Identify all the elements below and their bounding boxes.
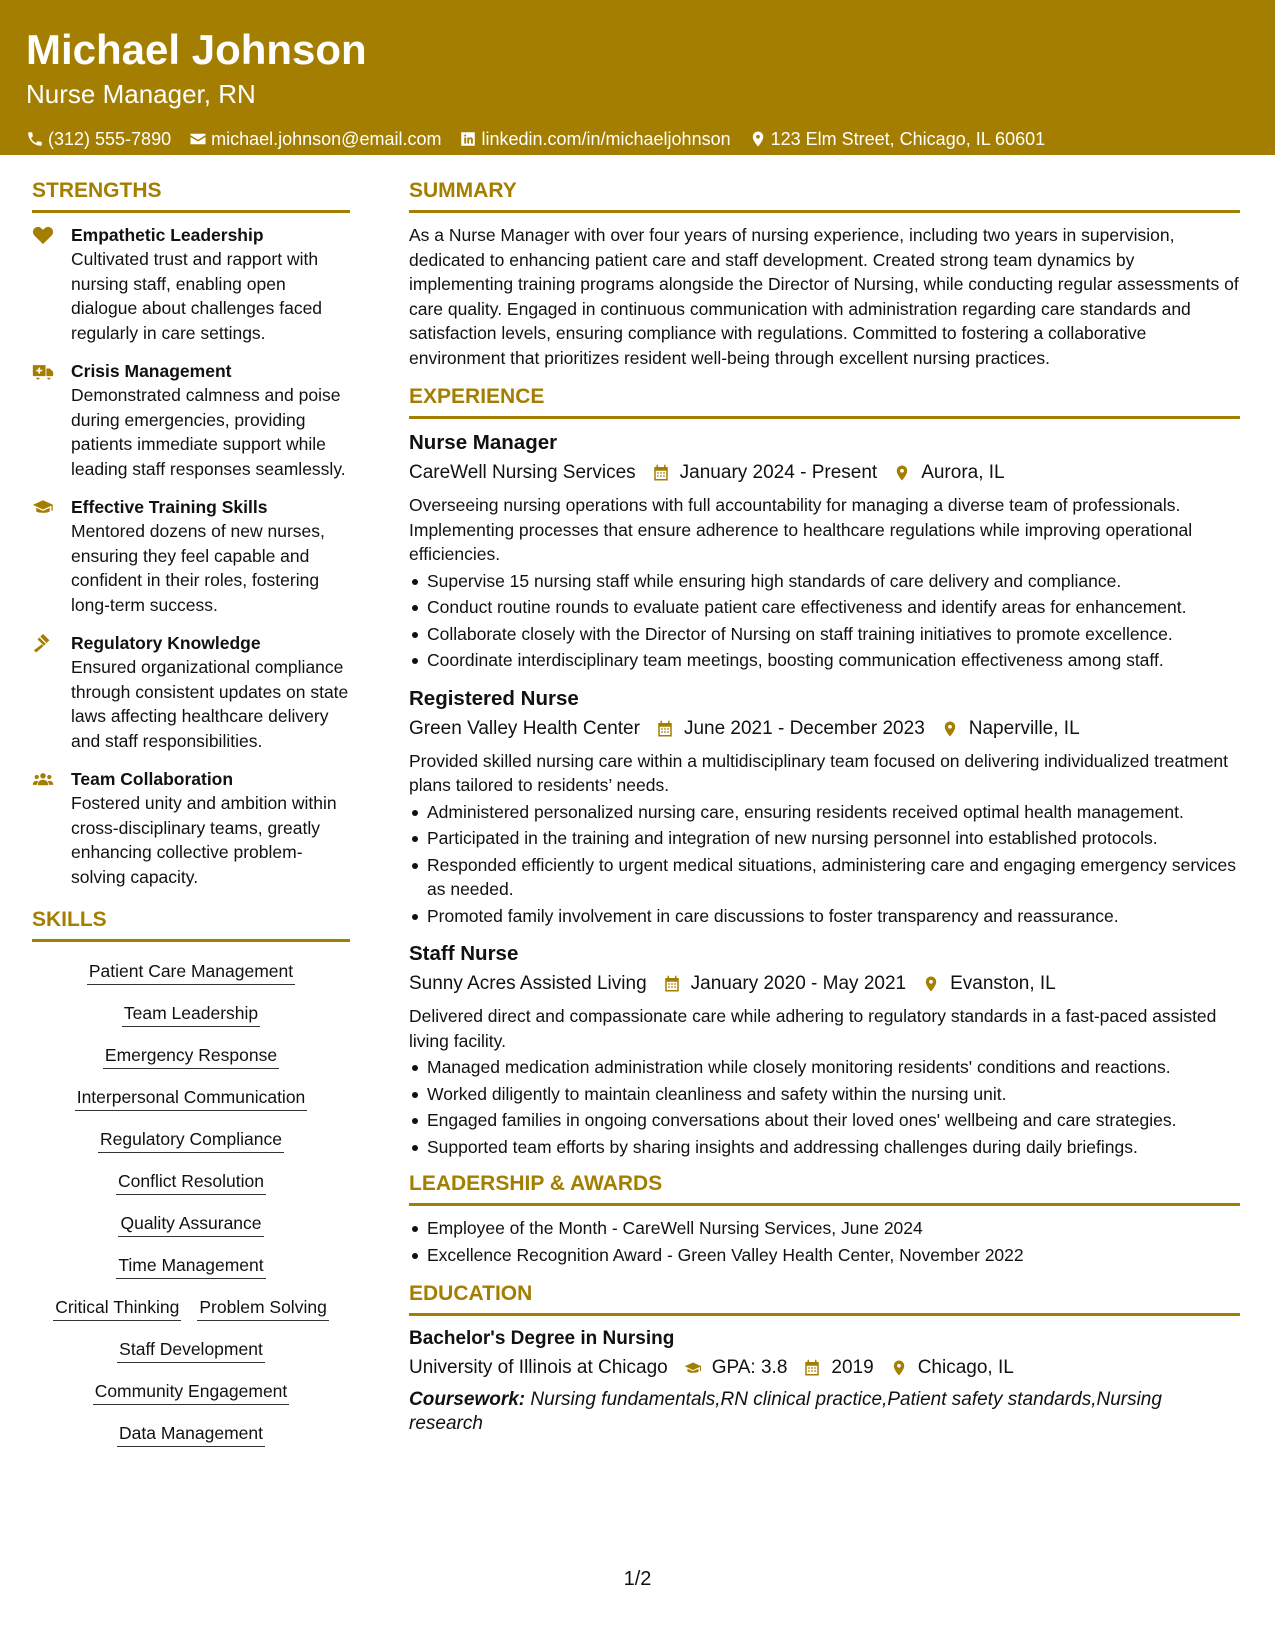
job-location: Naperville, IL bbox=[968, 717, 1080, 739]
job-company: Green Valley Health Center bbox=[409, 717, 640, 739]
graduation-year: 2019 bbox=[831, 1357, 874, 1378]
strength-item bbox=[32, 631, 350, 753]
calendar-icon bbox=[663, 975, 681, 993]
job-title: Nurse Manager bbox=[409, 431, 558, 454]
bullet-item: Supported team efforts by sharing insights and addressing challenges during daily briefings. bbox=[409, 1135, 1240, 1160]
map-pin-icon bbox=[893, 464, 911, 482]
envelope-icon bbox=[189, 130, 207, 148]
skill-tag: Emergency Response bbox=[103, 1044, 279, 1069]
summary-title: SUMMARY bbox=[409, 178, 1240, 213]
skills-title: SKILLS bbox=[32, 907, 350, 942]
skill-tag: Conflict Resolution bbox=[116, 1170, 266, 1195]
ambulance-icon bbox=[32, 361, 54, 381]
strength-title: Team Collaboration bbox=[71, 769, 234, 789]
contact-address bbox=[749, 128, 1046, 150]
bullet-item: Managed medication administration while closely monitoring residents' conditions and reactions. bbox=[409, 1055, 1240, 1080]
job-meta bbox=[409, 459, 1240, 487]
strength-description: Ensured organizational compliance through consistent updates on state laws affecting healthcare delivery and staff responsibilities. bbox=[71, 657, 349, 751]
map-pin-icon bbox=[890, 1359, 908, 1377]
awards-list bbox=[409, 1216, 1240, 1267]
job-description: Delivered direct and compassionate care while adhering to regulatory standards in a fast-paced assisted living facility. bbox=[409, 1006, 1217, 1051]
strength-description: Mentored dozens of new nurses, ensuring they feel capable and confident in their roles, fostering long-term success. bbox=[71, 521, 325, 615]
degree: Bachelor's Degree in Nursing bbox=[409, 1328, 675, 1349]
gpa: GPA: 3.8 bbox=[711, 1357, 788, 1378]
contact-phone[interactable] bbox=[26, 128, 171, 150]
strength-description: Fostered unity and ambition within cross-disciplinary teams, greatly enhancing collective problem-solving capacity. bbox=[71, 793, 337, 887]
job-meta bbox=[409, 970, 1240, 998]
strength-description: Cultivated trust and rapport with nursing staff, enabling open dialogue about challenges faced regularly in care settings. bbox=[71, 249, 323, 343]
summary-text: As a Nurse Manager with over four years of nursing experience, including two years in supervision, dedicated to enhancing patient care and staff development. Created strong team dynamics by implementing training programs alongside the Director of Nursing, while conducting regular assessments of care quality. Engaged in continuous communication with administration regarding care standards and satisfaction levels, ensuring compliance with regulations. Committed to fostering a collaborative environment that prioritizes resident well-being through excellent nursing practices. bbox=[409, 225, 1239, 368]
phone-icon bbox=[26, 130, 44, 148]
award-item: Excellence Recognition Award - Green Valley Health Center, November 2022 bbox=[409, 1243, 1240, 1268]
school-location: Chicago, IL bbox=[917, 1357, 1014, 1378]
skill-tag: Data Management bbox=[117, 1422, 265, 1447]
candidate-name: Michael Johnson bbox=[26, 26, 367, 73]
bullet-item: Promoted family involvement in care discussions to foster transparency and reassurance. bbox=[409, 904, 1240, 929]
coursework bbox=[409, 1388, 1240, 1436]
users-icon bbox=[32, 769, 54, 789]
bullet-item: Administered personalized nursing care, ensuring residents received optimal health management. bbox=[409, 800, 1240, 825]
job-title: Staff Nurse bbox=[409, 942, 519, 965]
coursework-text: Nursing fundamentals,RN clinical practice,Patient safety standards,Nursing research bbox=[409, 1389, 1162, 1434]
right-column bbox=[409, 178, 1240, 1436]
skill-tag: Team Leadership bbox=[122, 1002, 260, 1027]
header bbox=[0, 0, 1275, 155]
job-entry bbox=[409, 429, 1240, 673]
job-location: Aurora, IL bbox=[921, 462, 1005, 483]
skills-list bbox=[32, 956, 350, 1464]
job-entry bbox=[409, 685, 1240, 929]
phone-text: (312) 555-7890 bbox=[48, 129, 172, 149]
map-pin-icon bbox=[941, 720, 959, 738]
strength-item bbox=[32, 495, 350, 617]
bullet-item: Collaborate closely with the Director of Nursing on staff training initiatives to promote excellence. bbox=[409, 622, 1240, 647]
graduation-cap-icon bbox=[32, 497, 54, 517]
calendar-icon bbox=[656, 720, 674, 738]
contact-linkedin[interactable] bbox=[459, 128, 730, 150]
skill-tag: Quality Assurance bbox=[118, 1212, 263, 1237]
job-dates: June 2021 - December 2023 bbox=[683, 717, 925, 739]
strength-item bbox=[32, 359, 350, 481]
skill-tag: Regulatory Compliance bbox=[98, 1128, 284, 1153]
contact-bar bbox=[26, 128, 1249, 150]
job-company: CareWell Nursing Services bbox=[409, 462, 636, 483]
bullet-item: Worked diligently to maintain cleanliness and safety within the nursing unit. bbox=[409, 1082, 1240, 1107]
gavel-icon bbox=[32, 633, 54, 653]
linkedin-icon bbox=[459, 130, 477, 148]
graduation-cap-icon bbox=[684, 1359, 702, 1377]
map-pin-icon bbox=[749, 130, 767, 148]
skill-tag: Staff Development bbox=[117, 1338, 265, 1363]
job-dates: January 2024 - Present bbox=[679, 462, 878, 483]
bullet-item: Responded efficiently to urgent medical situations, administering care and engaging emergency services as needed. bbox=[409, 853, 1240, 902]
contact-email[interactable] bbox=[189, 128, 441, 150]
bullet-item: Engaged families in ongoing conversations about their loved ones' wellbeing and care strategies. bbox=[409, 1108, 1240, 1133]
linkedin-text: linkedin.com/in/michaeljohnson bbox=[481, 129, 731, 149]
job-bullets bbox=[409, 1055, 1240, 1159]
strength-item bbox=[32, 223, 350, 345]
bullet-item: Supervise 15 nursing staff while ensuring high standards of care delivery and compliance. bbox=[409, 569, 1240, 594]
skill-tag: Time Management bbox=[116, 1254, 265, 1279]
job-description: Overseeing nursing operations with full accountability for managing a diverse team of professionals. Implementing processes that ensure adherence to healthcare regulations while improving operational efficiencies. bbox=[409, 495, 1193, 564]
skill-tag: Patient Care Management bbox=[87, 960, 295, 985]
bullet-item: Participated in the training and integration of new nursing personnel into established protocols. bbox=[409, 826, 1240, 851]
job-company: Sunny Acres Assisted Living bbox=[409, 973, 647, 994]
job-description: Provided skilled nursing care within a multidisciplinary team focused on delivering individualized treatment plans tailored to residents’ needs. bbox=[409, 750, 1229, 795]
skill-tag: Critical Thinking bbox=[53, 1296, 181, 1321]
award-item: Employee of the Month - CareWell Nursing Services, June 2024 bbox=[409, 1216, 1240, 1241]
strength-title: Effective Training Skills bbox=[71, 497, 268, 517]
strength-title: Regulatory Knowledge bbox=[71, 633, 261, 653]
left-column bbox=[32, 178, 350, 1464]
strength-title: Empathetic Leadership bbox=[71, 225, 264, 245]
strength-item bbox=[32, 767, 350, 889]
education-title: EDUCATION bbox=[409, 1281, 1240, 1316]
job-meta bbox=[409, 715, 1240, 743]
school: University of Illinois at Chicago bbox=[409, 1357, 668, 1378]
address-text: 123 Elm Street, Chicago, IL 60601 bbox=[770, 129, 1046, 149]
awards-title: LEADERSHIP & AWARDS bbox=[409, 1171, 1240, 1206]
heart-icon bbox=[32, 225, 54, 245]
experience-title: EXPERIENCE bbox=[409, 384, 1240, 419]
strength-title: Crisis Management bbox=[71, 361, 232, 381]
email-text: michael.johnson@email.com bbox=[211, 129, 442, 149]
job-title: Registered Nurse bbox=[409, 686, 579, 710]
strengths-list bbox=[32, 223, 350, 889]
skill-tag: Community Engagement bbox=[93, 1380, 290, 1405]
job-bullets bbox=[409, 569, 1240, 673]
bullet-item: Coordinate interdisciplinary team meetings, boosting communication effectiveness among staff. bbox=[409, 648, 1240, 673]
candidate-role: Nurse Manager, RN bbox=[26, 79, 256, 109]
page-number: 1/2 bbox=[623, 1568, 652, 1590]
job-dates: January 2020 - May 2021 bbox=[690, 973, 907, 994]
calendar-icon bbox=[803, 1359, 821, 1377]
education-meta bbox=[409, 1354, 1240, 1382]
skill-tag: Interpersonal Communication bbox=[75, 1086, 308, 1111]
job-location: Evanston, IL bbox=[950, 973, 1056, 994]
coursework-label: Coursework: bbox=[409, 1389, 526, 1410]
bullet-item: Conduct routine rounds to evaluate patient care effectiveness and identify areas for enhancement. bbox=[409, 595, 1240, 620]
map-pin-icon bbox=[922, 975, 940, 993]
job-entry bbox=[409, 940, 1240, 1159]
strength-description: Demonstrated calmness and poise during emergencies, providing patients immediate support while leading staff responses seamlessly. bbox=[71, 385, 346, 479]
skill-tag: Problem Solving bbox=[197, 1296, 328, 1321]
strengths-title: STRENGTHS bbox=[32, 178, 350, 213]
calendar-icon bbox=[652, 464, 670, 482]
job-bullets bbox=[409, 800, 1240, 929]
